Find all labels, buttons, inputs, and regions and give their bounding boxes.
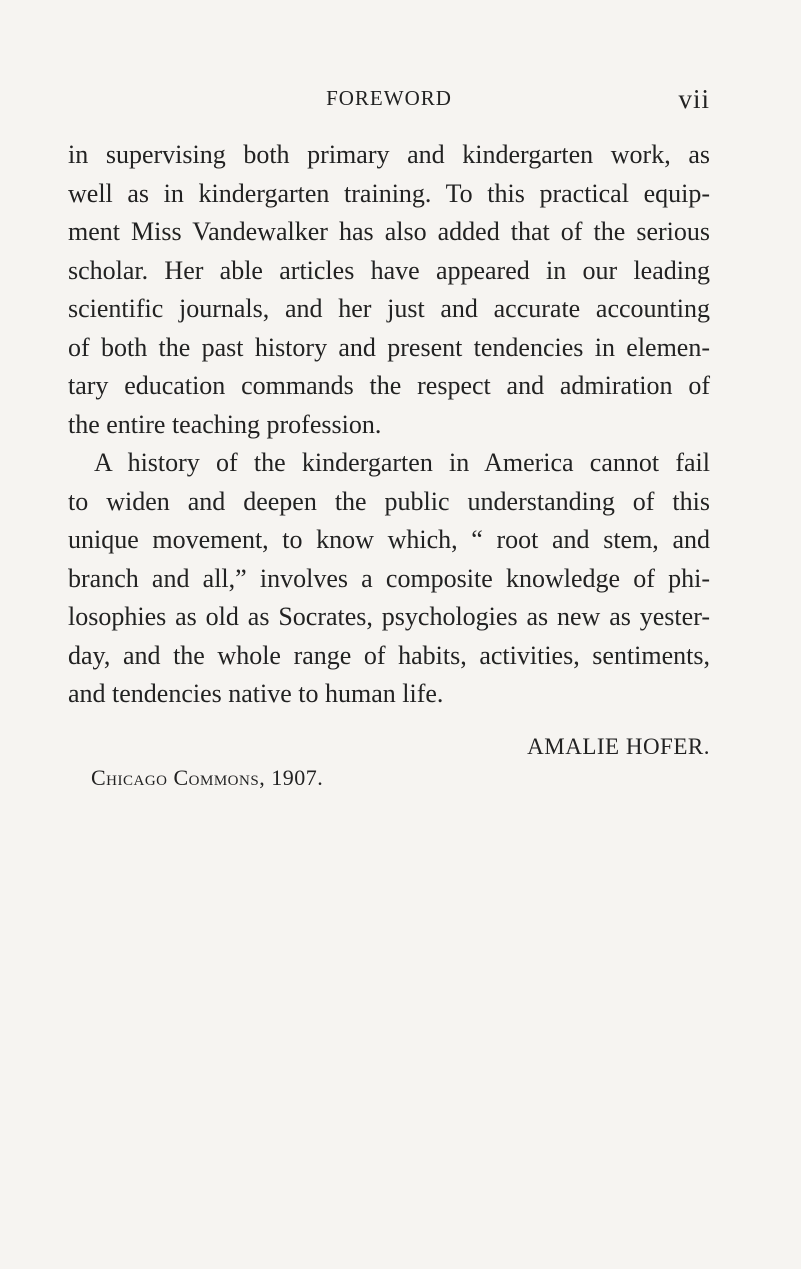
text-line: day, and the whole range of habits, activities, sentiments, (68, 640, 710, 670)
place-and-date: Chicago Commons, 1907. (91, 765, 324, 790)
text-line: the entire teaching profession. (68, 409, 382, 439)
text-line: scholar. Her able articles have appeared in our leading (68, 255, 710, 285)
running-title: FOREWORD (326, 86, 452, 110)
text-line: scientific journals, and her just and accurate accounting (68, 294, 710, 323)
text-line: unique movement, to know which, “ root and stem, and (68, 525, 710, 554)
text-line: tary education commands the respect and admiration of (68, 371, 710, 400)
text-line: ment Miss Vandewalker has also added that of the serious (68, 217, 710, 246)
text-line: to widen and deepen the public understanding of this (68, 486, 710, 516)
text-line: well as in kindergarten training. To this practical equip- (68, 178, 710, 208)
text-line: of both the past history and present tendencies in elemen- (68, 332, 710, 362)
text-line: in supervising both primary and kindergarten work, as (68, 140, 710, 169)
text-line: and tendencies native to human life. (68, 679, 444, 708)
page-number: vii (678, 84, 710, 114)
body-text (68, 136, 710, 714)
text-line: A history of the kindergarten in America cannot fail (94, 448, 710, 477)
text-line: branch and all,” involves a composite knowledge of phi- (68, 563, 710, 593)
text-line: losophies as old as Socrates, psychologies as new as yester- (68, 602, 710, 631)
running-head (68, 84, 710, 114)
author-signature: AMALIE HOFER. (527, 734, 710, 759)
paragraph-2 (68, 444, 710, 714)
paragraph-1 (68, 136, 710, 444)
